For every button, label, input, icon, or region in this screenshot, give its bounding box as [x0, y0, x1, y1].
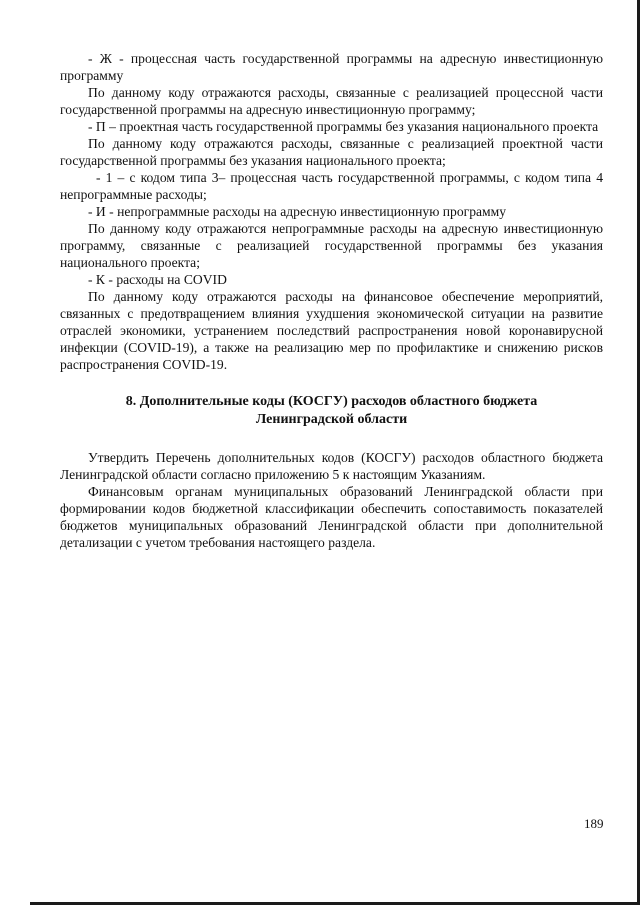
- paragraph-code-i: - И - непрограммные расходы на адресную инвестиционную программу: [88, 204, 507, 219]
- page-number: 189: [584, 816, 604, 831]
- paragraph-approve-list: Утвердить Перечень дополнительных кодов (КОСГУ) расходов областного бюджета Ленинградской области согласно приложению 5 к настоящим Указаниям.: [60, 450, 603, 482]
- paragraph-code-zh-description: По данному коду отражаются расходы, связанные с реализацией процессной части государственной программы на адресную инвестиционную программу;: [60, 85, 603, 117]
- paragraph-code-i-description: По данному коду отражаются непрограммные расходы на адресную инвестиционную программу, связанные с реализацией государственной программы без указания национального проекта;: [60, 221, 603, 270]
- paragraph-code-k-description: По данному коду отражаются расходы на финансовое обеспечение мероприятий, связанных с предотвращением влияния ухудшения экономической ситуации на развитие отраслей экономики, устранением последствий распространения новой коронавирусной инфекции (COVID-19), а также на реализацию мер по профилактике и снижению рисков распространения COVID-19.: [60, 289, 603, 372]
- section-heading-line-1: 8. Дополнительные коды (КОСГУ) расходов областного бюджета: [125, 394, 538, 409]
- section-heading: [60, 393, 603, 429]
- document-body: [60, 50, 603, 551]
- paragraph-code-p-description: По данному коду отражаются расходы, связанные с реализацией проектной части государственной программы без указания национального проекта;: [60, 136, 603, 168]
- paragraph-code-k: - К - расходы на COVID: [88, 272, 227, 287]
- paragraph-code-p: - П – проектная часть государственной программы без указания национального проекта: [88, 119, 599, 134]
- section-heading-line-2: Ленинградской области: [255, 412, 408, 427]
- paragraph-code-1: - 1 – с кодом типа 3– процессная часть государственной программы, с кодом типа 4 непрограммные расходы;: [60, 170, 603, 202]
- paragraph-code-zh: - Ж - процессная часть государственной программы на адресную инвестиционную программу: [60, 51, 603, 83]
- paragraph-municipal-instructions: Финансовым органам муниципальных образований Ленинградской области при формировании кодов бюджетной классификации обеспечить сопоставимость показателей бюджетов муниципальных образований Ленинградской области при дополнительной детализации с учетом требования настоящего раздела.: [60, 484, 603, 550]
